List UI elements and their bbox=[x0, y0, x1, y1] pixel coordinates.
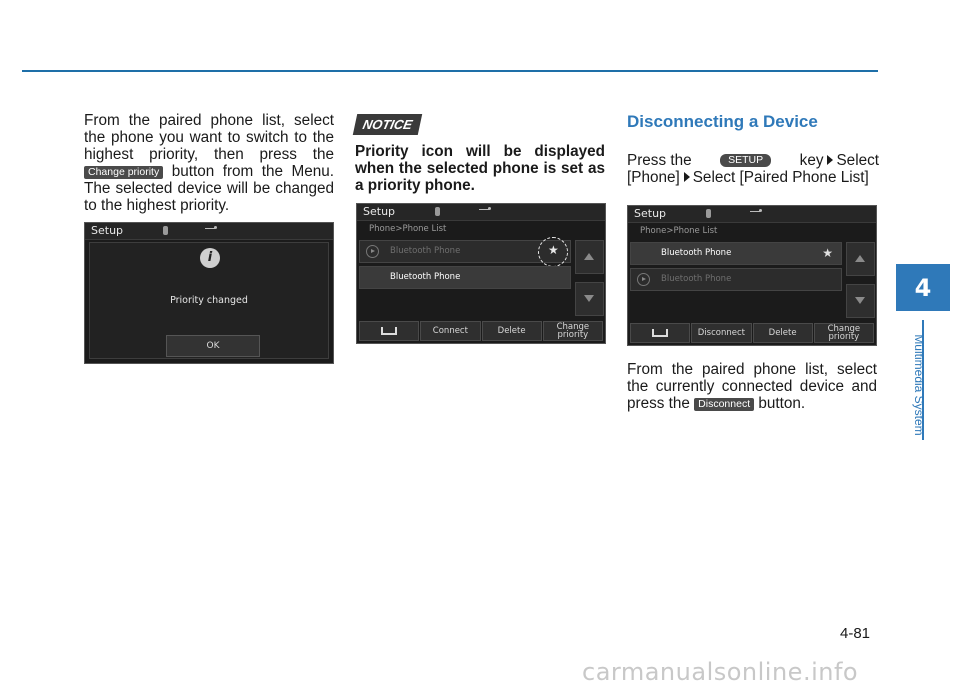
change-priority-line1: Change bbox=[556, 322, 590, 332]
change-priority-line2: priority bbox=[557, 330, 589, 340]
phone-path-instruction bbox=[627, 169, 879, 186]
column-3-text bbox=[627, 112, 879, 186]
setup-key-label: SETUP bbox=[720, 154, 771, 167]
breadcrumb: Phone>Phone List bbox=[369, 224, 447, 234]
scroll-down-button[interactable] bbox=[846, 284, 875, 318]
star-icon: ★ bbox=[548, 243, 559, 257]
press-setup-instruction bbox=[627, 152, 879, 169]
select-text: Select bbox=[836, 152, 879, 169]
button-word: button. bbox=[758, 395, 806, 412]
arrow-down-icon bbox=[855, 297, 865, 304]
arrow-right-icon bbox=[827, 155, 833, 165]
usb-icon bbox=[479, 209, 489, 215]
back-icon bbox=[652, 329, 668, 337]
back-icon bbox=[381, 327, 397, 335]
notice-text: Priority icon will be displayed when the selected phone is set as a priority phone. bbox=[355, 143, 605, 194]
paragraph-button-from-menu: button from the Menu. The selected device will be changed to the highest priority. bbox=[84, 163, 335, 214]
phone-text: [Phone] bbox=[627, 169, 680, 186]
screen-header bbox=[628, 206, 876, 223]
scroll-down-button[interactable] bbox=[575, 282, 604, 316]
usb-icon bbox=[205, 228, 215, 234]
press-the-text: Press the bbox=[627, 152, 692, 169]
key-select-group bbox=[800, 152, 879, 169]
column-1-text bbox=[84, 112, 334, 214]
chapter-label: Multimedia System bbox=[912, 334, 926, 436]
play-icon bbox=[637, 273, 650, 286]
list-item-label: Bluetooth Phone bbox=[390, 246, 461, 256]
list-item-label: Bluetooth Phone bbox=[661, 248, 732, 258]
bluetooth-icon bbox=[435, 207, 440, 216]
change-priority-line1: Change bbox=[827, 324, 861, 334]
change-priority-button-label: Change priority bbox=[84, 166, 163, 179]
bluetooth-icon bbox=[706, 209, 711, 218]
scroll-up-button[interactable] bbox=[846, 242, 875, 276]
screen-title: Setup bbox=[363, 205, 396, 218]
screen-title: Setup bbox=[634, 207, 667, 220]
popup-dialog bbox=[89, 242, 329, 359]
back-button[interactable] bbox=[359, 321, 419, 341]
top-rule bbox=[22, 70, 878, 72]
screen-header bbox=[85, 223, 333, 240]
arrow-right-icon bbox=[684, 172, 690, 182]
section-heading: Disconnecting a Device bbox=[627, 112, 818, 131]
screen-title: Setup bbox=[91, 224, 124, 237]
arrow-up-icon bbox=[855, 255, 865, 262]
list-item[interactable] bbox=[359, 266, 571, 289]
disconnect-button[interactable]: Disconnect bbox=[691, 323, 751, 343]
list-item-label: Bluetooth Phone bbox=[661, 274, 732, 284]
delete-button[interactable]: Delete bbox=[482, 321, 542, 341]
play-icon bbox=[366, 245, 379, 258]
bottom-toolbar bbox=[630, 323, 874, 343]
select-paired-text: Select [Paired Phone List] bbox=[692, 169, 869, 186]
page-number: 4-81 bbox=[840, 625, 871, 642]
change-priority-button[interactable] bbox=[814, 323, 874, 343]
back-button[interactable] bbox=[630, 323, 690, 343]
change-priority-line2: priority bbox=[828, 332, 860, 342]
disconnect-instruction bbox=[627, 361, 877, 412]
disconnect-button-label: Disconnect bbox=[694, 398, 754, 411]
key-text: key bbox=[799, 152, 824, 169]
screenshot-phone-list-priority bbox=[356, 203, 606, 344]
change-priority-button[interactable] bbox=[543, 321, 603, 341]
screen-header bbox=[357, 204, 605, 221]
breadcrumb: Phone>Phone List bbox=[640, 226, 718, 236]
scroll-up-button[interactable] bbox=[575, 240, 604, 274]
paragraph-select-phone: From the paired phone list, select the phone you want to switch to the highest priority, then press the bbox=[84, 112, 334, 163]
bluetooth-icon bbox=[163, 226, 168, 235]
list-item[interactable] bbox=[630, 242, 842, 265]
paragraph-select-connected: From the paired phone list, select the currently connected device and press the bbox=[627, 361, 877, 412]
list-item[interactable] bbox=[630, 268, 842, 291]
bottom-toolbar bbox=[359, 321, 603, 341]
ok-button[interactable]: OK bbox=[166, 335, 260, 357]
star-icon: ★ bbox=[822, 246, 833, 260]
notice-badge: NOTICE bbox=[353, 114, 423, 135]
column-2-text bbox=[355, 114, 605, 194]
chapter-number-tab: 4 bbox=[896, 264, 950, 311]
connect-button[interactable]: Connect bbox=[420, 321, 480, 341]
delete-button[interactable]: Delete bbox=[753, 323, 813, 343]
usb-icon bbox=[750, 211, 760, 217]
list-item-label: Bluetooth Phone bbox=[390, 272, 461, 282]
priority-changed-message: Priority changed bbox=[170, 295, 248, 306]
arrow-down-icon bbox=[584, 295, 594, 302]
screenshot-phone-list-disconnect bbox=[627, 205, 877, 346]
screenshot-priority-changed bbox=[84, 222, 334, 364]
info-icon: i bbox=[200, 248, 220, 268]
watermark: carmanualsonline.info bbox=[582, 658, 859, 686]
arrow-up-icon bbox=[584, 253, 594, 260]
